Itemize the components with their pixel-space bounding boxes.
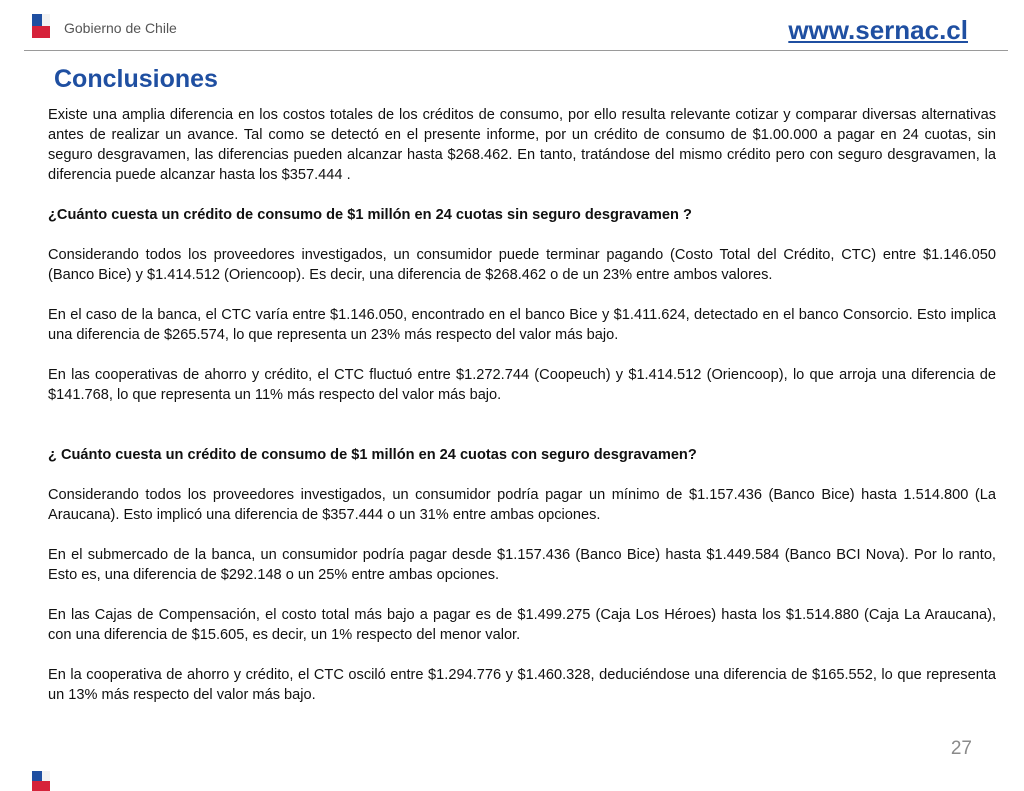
header-divider: [24, 50, 1008, 51]
question-without-insurance: ¿Cuánto cuesta un crédito de consumo de $1 millón en 24 cuotas sin seguro desgravamen ?: [48, 207, 692, 223]
compensation-funds-paragraph: En las Cajas de Compensación, el costo total más bajo a pagar es de $1.499.275 (Caja Los Héroes) hasta los $1.514.880 (Caja La Araucana), con una diferencia de $15.605, es decir, un 1% respecto del menor valor.: [48, 607, 996, 643]
government-label: Gobierno de Chile: [64, 20, 177, 36]
page-title: Conclusiones: [54, 65, 218, 93]
sernac-website-link[interactable]: www.sernac.cl: [788, 15, 968, 45]
cooperatives-paragraph: En las cooperativas de ahorro y crédito, el CTC fluctuó entre $1.272.744 (Coopeuch) y $1.414.512 (Oriencoop), lo que arroja una diferencia de $141.768, lo que representa un 11% más respecto del valor más bajo.: [48, 367, 996, 403]
chile-flag-logo-bottom: [32, 771, 50, 791]
intro-paragraph: Existe una amplia diferencia en los costos totales de los créditos de consumo, por ello resulta relevante cotizar y comparar diversas alternativas antes de realizar un avance. Tal como se detectó en el presente informe, por un crédito de consumo de $1.00.000 a pagar en 24 cuotas, sin seguro desgravamen, las diferencias pueden alcanzar hasta $268.462. En tanto, tratándose del mismo crédito pero con seguro desgravamen, la diferencia puede alcanzar hasta los $357.444 .: [48, 107, 996, 183]
cooperative-insured-paragraph: En la cooperativa de ahorro y crédito, el CTC osciló entre $1.294.776 y $1.460.328, deduciéndose una diferencia de $165.552, lo que representa un 13% más respecto del valor más bajo.: [48, 667, 996, 703]
banks-insured-paragraph: En el submercado de la banca, un consumidor podría pagar desde $1.157.436 (Banco Bice) hasta $1.449.584 (Banco BCI Nova). Por lo ranto, Esto es, una diferencia de $292.148 o un 25% entre ambas opciones.: [48, 547, 996, 583]
all-providers-insured-paragraph: Considerando todos los proveedores investigados, un consumidor podría pagar un mínimo de $1.157.436 (Banco Bice) hasta 1.514.800 (La Araucana). Esto implicó una diferencia de $357.444 o un 31% entre ambas opciones.: [48, 487, 996, 523]
banks-paragraph: En el caso de la banca, el CTC varía entre $1.146.050, encontrado en el banco Bice y $1.411.624, detectado en el banco Consorcio. Esto implica una diferencia de $265.574, lo que representa un 23% más respecto del valor más bajo.: [48, 307, 996, 343]
all-providers-paragraph: Considerando todos los proveedores investigados, un consumidor puede terminar pagando (Costo Total del Crédito, CTC) entre $1.146.050 (Banco Bice) y $1.414.512 (Oriencoop). Es decir, una diferencia de $268.462 o de un 23% entre ambos valores.: [48, 247, 996, 283]
page-number: 27: [950, 738, 972, 759]
chile-flag-logo: [32, 14, 50, 38]
question-with-insurance: ¿ Cuánto cuesta un crédito de consumo de $1 millón en 24 cuotas con seguro desgravamen?: [48, 447, 697, 463]
conclusions-body: [48, 105, 996, 705]
